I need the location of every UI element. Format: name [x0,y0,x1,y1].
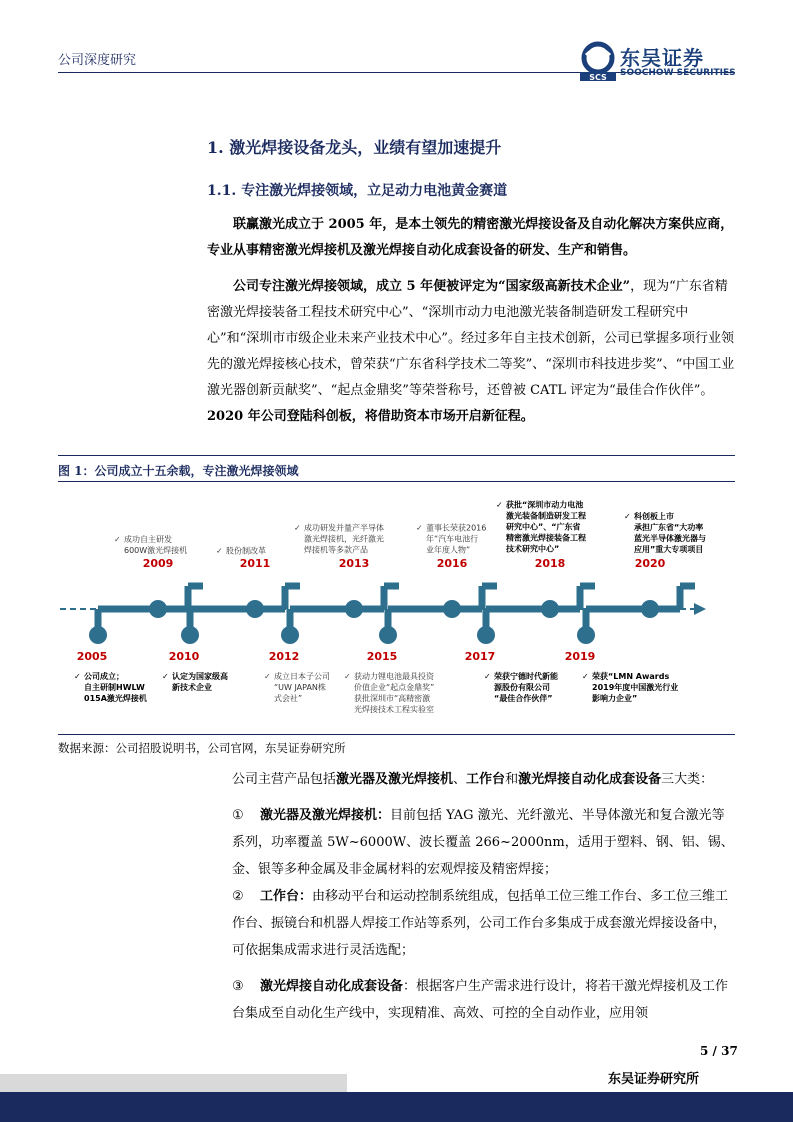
timeline-node [577,626,595,644]
event-text: 获批“深圳市动力电池 [506,500,584,510]
event-text: “UW JAPAN株 [274,683,326,692]
figure-source: 数据来源：公司招股说明书，公司官网，东吴证券研究所 [58,741,346,755]
bottom-event-label [484,671,558,703]
item-number: ② [232,889,244,904]
item-label: 工作台： [260,889,313,904]
top-event-label [114,534,187,555]
event-text: 董事长荣获2016 [426,523,487,533]
top-event-label [496,500,586,554]
footer-firm-name: 东吴证券研究所 [608,1072,700,1087]
top-event-label [294,523,384,555]
item-number: ③ [232,979,244,994]
product-item-lasers [232,802,737,883]
year-label: 2020 [634,557,666,570]
figure-top-rule [58,455,735,456]
timeline-node [89,626,107,644]
event-text: 影响力企业” [592,694,638,703]
timeline-arrow-icon [694,603,706,615]
check-bullet-icon: ✓ [114,535,121,544]
event-text: 应用”重大专项项目 [634,545,704,554]
bottom-event-label [264,671,330,703]
timeline-node [345,600,363,618]
logo-mark-text: SCS [589,73,607,81]
check-bullet-icon: ✓ [416,523,423,533]
page-number: 5 / 37 [700,1044,738,1058]
event-text: 激光装备制造研发工程 [506,511,586,521]
section-heading: 1. 激光焊接设备龙头，业绩有望加速提升 [207,138,502,157]
check-bullet-icon: ✓ [74,672,81,681]
event-text: 蓝光半导体激光器与 [634,534,706,543]
logo-chinese-name: 东吴证券 [620,46,704,70]
product-category-1: 激光器及激光焊接机 [336,772,454,787]
event-text: 精密激光焊接装备工程 [506,533,586,543]
figure-title: 图 1：公司成立十五余载，专注激光焊接领域 [58,464,299,478]
check-bullet-icon: ✓ [264,672,271,681]
item-text: 目前包括 YAG 激光、光纤激光、半导体激光和复合激光等系列，功率覆盖 5W~6000W、波长覆盖 266~2000nm，适用于塑料、钢、铝、锡、金、银等多种金属及非金属材料的宏观焊接及精密焊接； [232,808,734,877]
history-paragraph [207,274,737,430]
event-text: 成功研发并量产半导体 [304,523,384,533]
event-text: 科创板上市 [634,512,674,521]
soochow-logo-icon [578,41,618,81]
item-number: ① [232,808,244,823]
year-label: 2005 [76,650,108,663]
product-intro-sep2: 和 [505,772,519,787]
timeline-node [477,626,495,644]
event-text: 荣获宁德时代新能 [494,672,558,681]
event-text: 业年度人物” [426,545,471,555]
event-text: 承担广东省“大功率 [634,523,704,532]
product-category-3: 激光焊接自动化成套设备 [518,772,662,787]
check-bullet-icon: ✓ [582,672,589,681]
history-bold-start: 公司专注激光焊接领域，成立 5 年便被评定为“国家级高新技术企业” [233,279,631,294]
product-category-2: 工作台 [466,772,506,787]
year-label: 2019 [564,650,596,663]
event-text: 价值企业“起点金鼎奖” [354,683,435,692]
check-bullet-icon: ✓ [162,672,169,681]
logo-english-name: SOOCHOW SECURITIES [620,68,736,78]
timeline-node [379,626,397,644]
event-text: 015A激光焊接机 [84,694,147,703]
check-bullet-icon: ✓ [344,672,351,681]
event-text: 获动力锂电池最具投资 [354,672,434,681]
bottom-event-label [344,671,435,714]
product-item-automation [232,973,737,1027]
subsection-heading: 1.1. 专注激光焊接领域，立足动力电池黄金赛道 [207,183,508,199]
item-label: 激光器及激光焊接机： [260,808,391,823]
figure-title-rule [58,481,735,482]
item-label: 激光焊接自动化成套设备 [260,979,404,994]
event-text: 600W激光焊接机 [124,546,188,555]
check-bullet-icon: ✓ [216,546,223,556]
event-text: 2019年度中国激光行业 [592,683,679,692]
bottom-event-label [582,671,678,703]
event-text: 源股份有限公司 [494,683,550,692]
year-label: 2016 [436,557,468,570]
timeline-node [641,600,659,618]
event-text: 年“汽车电池行 [426,534,479,544]
timeline-node [246,600,264,618]
event-text: 光焊接技术工程实验室 [354,705,434,714]
footer-navy-bar [0,1092,793,1122]
item-text: 由移动平台和运动控制系统组成，包括单工位三维工作台、多工位三维工作台、振镜台和机器人焊接工作站等系列，公司工作台多集成于成套激光焊接设备中，可依据集成需求进行灵活选配； [232,889,729,958]
report-type-label: 公司深度研究 [58,53,137,68]
top-event-label [624,511,706,554]
event-text: 成立日本子公司 [274,672,330,681]
year-label: 2009 [142,557,174,570]
product-intro-sep1: 、 [453,772,467,787]
year-label: 2013 [338,557,370,570]
event-text: 焊接机等多款产品 [304,545,368,555]
timeline-node [541,600,559,618]
year-label: 2015 [366,650,398,663]
bottom-event-label [74,671,147,703]
event-text: 公司成立； [84,672,124,681]
timeline-node [443,600,461,618]
event-text: “最佳合作伙伴” [494,694,553,703]
top-event-label [416,523,486,555]
event-text: 研究中心”、“广东省 [506,522,581,532]
timeline-node [149,600,167,618]
product-item-workstation [232,883,737,964]
product-intro-suffix: 三大类： [661,772,714,787]
check-bullet-icon: ✓ [624,512,631,521]
event-text: 式会社” [274,694,303,703]
event-text: 自主研制HWLW [84,683,145,692]
product-intro-prefix: 公司主营产品包括 [232,772,337,787]
check-bullet-icon: ✓ [496,500,503,510]
timeline-node [181,626,199,644]
event-text: 认定为国家级高 [172,672,228,681]
event-text: 技术研究中心” [506,544,560,554]
check-bullet-icon: ✓ [484,672,491,681]
top-event-label [216,546,266,556]
footer-grey-band [0,1074,347,1094]
event-text: 新技术企业 [172,683,212,692]
check-bullet-icon: ✓ [294,523,301,533]
intro-paragraph [207,212,737,264]
event-text: 股份制改革 [226,546,266,556]
year-label: 2018 [534,557,566,570]
event-text: 荣获“LMN Awards [592,672,670,681]
item-text: ：根据客户生产需求进行设计，将若干激光焊接机及工作台集成至自动化生产线中，实现精准、高效、可控的全自动作业，应用领 [232,979,729,1021]
timeline-node [281,626,299,644]
intro-paragraph-text: 联赢激光成立于 2005 年，是本土领先的精密激光焊接设备及自动化解决方案供应商，专业从事精密激光焊接机及激光焊接自动化成套设备的研发、生产和销售。 [207,217,734,258]
product-intro [232,768,713,787]
event-text: 获批深圳市“高精密激 [354,694,431,703]
year-label: 2011 [239,557,271,570]
year-label: 2017 [464,650,496,663]
history-body: ，现为“广东省精密激光焊接装备工程技术研究中心”、“深圳市动力电池激光装备制造研发工程研究中心”和“深圳市市级企业未来产业技术中心”。经过多年自主技术创新，公司已掌握多项行业领先的激光焊接核心技术，曾荣获“广东省科学技术二等奖”、“深圳市科技进步奖”、“中国工业激光器创新贡献奖”、“起点金鼎奖”等荣誉称号，还曾被 CATL 评定为“最佳合作伙伴”。 [207,279,735,398]
figure-bottom-rule [58,734,735,735]
history-bold-end: 2020 年公司登陆科创板，将借助资本市场开启新征程。 [207,409,534,424]
company-timeline-diagram [58,483,735,733]
year-label: 2010 [168,650,200,663]
event-text: 成功自主研发 [124,535,172,544]
event-text: 激光焊接机，光纤激光 [304,534,384,544]
bottom-event-label [162,671,228,692]
year-label: 2012 [268,650,300,663]
